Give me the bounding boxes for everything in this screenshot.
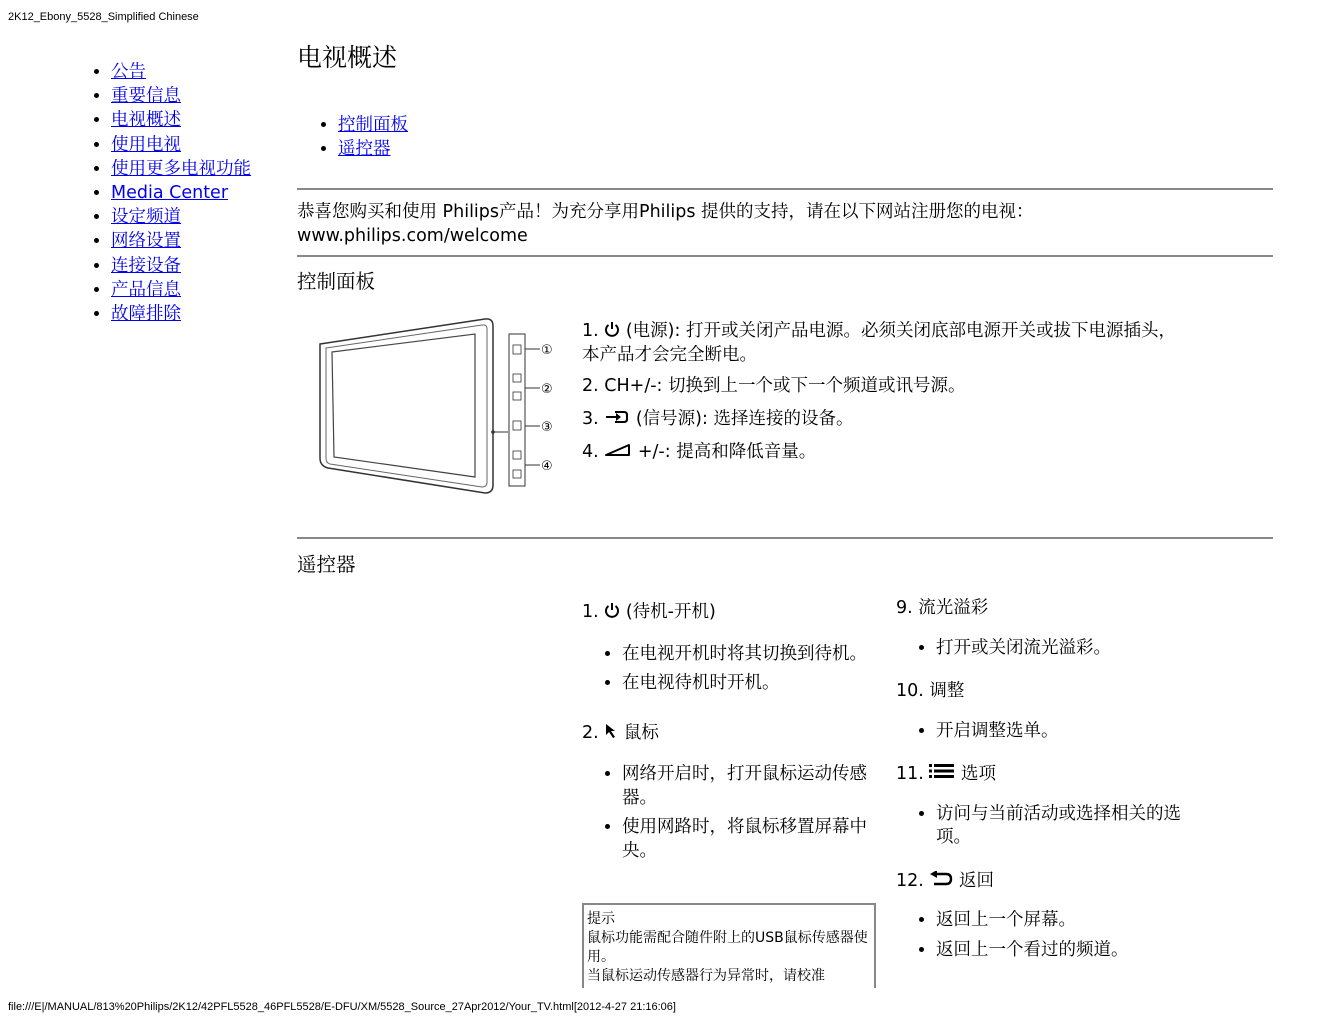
list-item: • 打开或关闭流光溢彩。 <box>936 637 1186 661</box>
control-item-2 <box>582 375 966 399</box>
back-icon <box>929 871 953 887</box>
remote-item-2 <box>582 722 872 746</box>
divider <box>297 255 1273 257</box>
control-item-3 <box>582 408 853 432</box>
remote-item-10 <box>896 680 1186 704</box>
item-label: 选项 <box>961 764 996 784</box>
remote-item-1-bullets <box>601 643 872 696</box>
nav-item[interactable] <box>111 157 251 181</box>
remote-item-12-bullets <box>915 909 1186 962</box>
item-number: 10. <box>896 681 924 701</box>
remote-item-12 <box>896 870 1186 894</box>
nav-item[interactable] <box>111 108 251 132</box>
nav-link-important[interactable]: 重要信息 <box>111 86 181 107</box>
remote-item-9 <box>896 597 1186 621</box>
nav-link-channels[interactable]: 设定频道 <box>111 207 181 228</box>
list-item: • 返回上一个屏幕。 <box>936 909 1186 933</box>
nav-link-notice[interactable]: 公告 <box>111 62 146 82</box>
nav-item[interactable] <box>111 181 251 205</box>
item-label: (待机-开机) <box>625 602 716 622</box>
nav-item[interactable] <box>111 229 251 253</box>
page-title: 电视概述 <box>297 43 398 72</box>
tip-box <box>582 903 876 988</box>
nav-link-use-tv[interactable]: 使用电视 <box>111 134 181 155</box>
nav-link-product-info[interactable]: 产品信息 <box>111 279 181 300</box>
nav-item[interactable] <box>111 254 251 278</box>
item-number: 12. <box>896 870 924 891</box>
nav-item[interactable] <box>111 302 251 326</box>
divider <box>297 188 1273 190</box>
toc-link-control-panel[interactable]: 控制面板 <box>338 115 408 135</box>
mouse-pointer-icon <box>604 723 618 739</box>
power-icon <box>604 321 620 337</box>
power-icon <box>604 602 620 618</box>
page-toc <box>319 113 408 161</box>
tip-line: 当鼠标运动传感器行为异常时，请校准 <box>587 968 825 984</box>
remote-left-column <box>582 601 872 869</box>
nav-item[interactable] <box>111 278 251 302</box>
toc-item[interactable] <box>338 113 408 137</box>
callout-4: ④ <box>541 459 553 474</box>
item-number: 11. <box>896 764 924 784</box>
remote-item-11 <box>896 763 1186 787</box>
nav-link-network[interactable]: 网络设置 <box>111 231 181 252</box>
list-item: • 在电视开机时将其切换到待机。 <box>622 643 872 667</box>
item-number: 9. <box>896 598 913 618</box>
item-label: 流光溢彩 <box>918 598 989 618</box>
item-number: 4. <box>582 442 599 462</box>
tip-title: 提示 <box>587 911 615 927</box>
nav-link-overview[interactable]: 电视概述 <box>111 110 181 131</box>
callout-2: ② <box>541 382 553 397</box>
volume-icon <box>604 443 632 457</box>
list-item: • 在电视待机时开机。 <box>622 672 872 696</box>
nav-item[interactable] <box>111 60 251 84</box>
tv-control-panel-diagram <box>310 312 560 502</box>
list-item: • 开启调整选单。 <box>936 720 1186 744</box>
nav-item[interactable] <box>111 133 251 157</box>
item-number: 2. <box>582 376 599 396</box>
item-number: 1. <box>582 602 599 622</box>
list-item: • 访问与当前活动或选择相关的选项。 <box>936 803 1186 850</box>
list-item: • 网络开启时，打开鼠标运动传感器。 <box>622 763 872 810</box>
item-text: CH+/-: 切换到上一个或下一个频道或讯号源。 <box>604 376 966 396</box>
item-label: 鼠标 <box>623 722 659 743</box>
control-item-1 <box>582 320 1177 367</box>
toc-item[interactable] <box>338 137 408 161</box>
list-item: • 返回上一个看过的频道。 <box>936 939 1186 963</box>
item-text: (电源): 打开或关闭产品电源。必须关闭底部电源开关或拔下电源插头， 本产品才会完全断电。 <box>582 321 1176 365</box>
list-item: • 使用网路时，将鼠标移置屏幕中央。 <box>622 816 872 863</box>
nav-link-connect[interactable]: 连接设备 <box>111 255 181 276</box>
section-heading-control-panel: 控制面板 <box>297 270 376 293</box>
nav-item[interactable] <box>111 84 251 108</box>
source-icon <box>604 409 630 425</box>
item-number: 3. <box>582 409 599 429</box>
document-footer: file:///E|/MANUAL/813%20Philips/2K12/42PFL5528_46PFL5528/E-DFU/XM/5528_Source_27Apr2012/Your_TV.html[2012-4-27 21:16:06] <box>8 1001 676 1013</box>
item-text: +/-: 提高和降低音量。 <box>637 442 817 462</box>
remote-item-1 <box>582 601 872 625</box>
item-text: (信号源): 选择连接的设备。 <box>635 409 854 429</box>
nav-link-media-center[interactable]: Media Center <box>111 182 229 203</box>
item-label: 返回 <box>959 870 994 891</box>
item-number: 1. <box>582 321 599 341</box>
remote-item-9-bullets <box>915 637 1186 661</box>
document-header: 2K12_Ebony_5528_Simplified Chinese <box>8 11 199 23</box>
divider <box>297 537 1273 539</box>
toc-link-remote[interactable]: 遥控器 <box>338 139 391 159</box>
control-item-4 <box>582 441 816 465</box>
section-heading-remote: 遥控器 <box>297 553 356 576</box>
intro-text: 恭喜您购买和使用 Philips产品！为充分享用Philips 提供的支持，请在以下网站注册您的电视：www.philips.com/welcome <box>297 202 1034 246</box>
remote-item-11-bullets <box>915 803 1186 850</box>
callout-1: ① <box>541 343 553 358</box>
options-icon <box>929 763 955 779</box>
item-number: 2. <box>582 722 599 743</box>
nav-link-troubleshoot[interactable]: 故障排除 <box>111 303 181 324</box>
remote-item-10-bullets <box>915 720 1186 744</box>
nav-link-more-features[interactable]: 使用更多电视功能 <box>111 158 251 179</box>
callout-3: ③ <box>541 420 553 435</box>
tip-line: 鼠标功能需配合随件附上的USB鼠标传感器使用。 <box>587 930 868 965</box>
side-nav <box>92 60 251 326</box>
item-label: 调整 <box>929 681 965 701</box>
remote-item-2-bullets <box>601 763 872 863</box>
nav-item[interactable] <box>111 205 251 229</box>
remote-right-column <box>896 597 1186 968</box>
